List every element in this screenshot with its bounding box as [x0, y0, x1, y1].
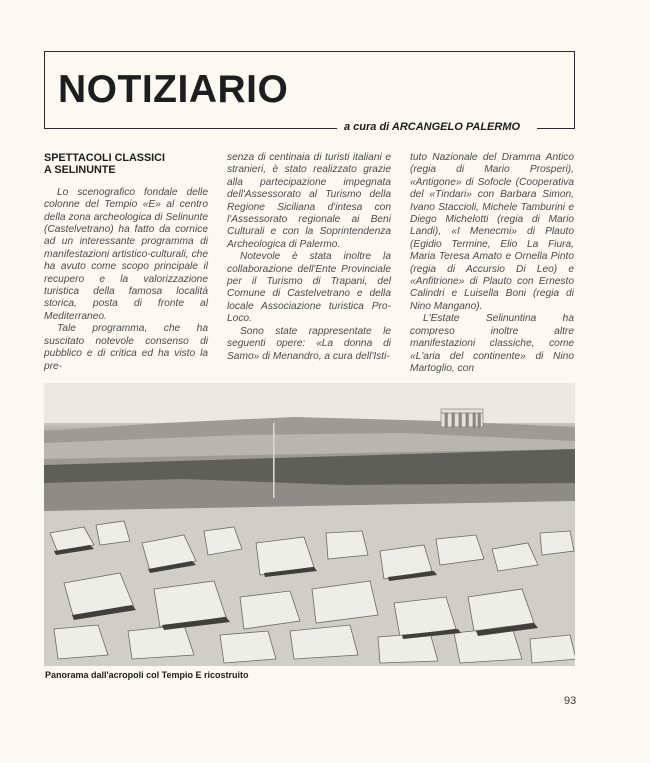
ruins-landscape-image	[44, 383, 575, 666]
paragraph: senza di centinaia di turisti italiani e stranieri, è stato realizzato grazie alla partecipazione impegnata dell'Assessorato al Turismo della Regione Siciliana d'intesa con l'Assessorato regionale ai Beni Culturali e con la Soprintendenza Archeologica di Palermo.	[227, 152, 391, 250]
curator-line	[344, 121, 520, 133]
header-rule-right	[537, 128, 575, 129]
curator-prefix: a cura di	[344, 121, 390, 133]
paragraph: L'Estate Selinuntina ha compreso inoltre altre manifestazioni classiche, come «L'aria del continente» di Nino Martoglio, con	[410, 313, 574, 374]
text-column-3	[410, 152, 574, 375]
paragraph: tuto Nazionale del Dramma Antico (regia di Mario Prosperi), «Antigone» di Sofocle (Cooperativa del «Tindari» con Barbara Simon, Ivano Staccioli, Michele Tamburini e Diego Michelotti (regia di Mario Landi), «I Menecmi» di Plauto (Egidio Termine, Elio La Fiura, Maria Teresa Amato e Ornella Pinto (regia di Accursio Di Leo) e «Anfitrione» di Plauto con Ernesto Calindri e Luisella Boni (regia di Nino Mangano).	[410, 152, 574, 312]
text-column-1	[44, 152, 208, 373]
page-title: NOTIZIARIO	[58, 68, 289, 111]
paragraph: Notevole è stata inoltre la collaborazione dell'Ente Provinciale per il Turismo di Trapani, del Comune di Castelvetrano e della locale Associazione turistica Pro-Loco.	[227, 251, 391, 325]
header-rule-left	[44, 128, 337, 129]
panorama-photo	[44, 383, 575, 666]
page-number: 93	[564, 695, 577, 707]
curator-name: ARCANGELO PALERMO	[391, 121, 521, 133]
paragraph: Lo scenografico fondale delle colonne del Tempio «E» al centro della zona archeologica di Selinunte (Castelvetrano) ha fatto da cornice ad un interessante programma di manifestazioni artistico-culturali, che ha avuto come scopo principale il recupero e la valorizzazione turistica della famosa località storica, posta di fronte al Mediterraneo.	[44, 186, 208, 322]
section-title-line-2: A SELINUNTE	[44, 164, 116, 177]
text-column-2	[227, 152, 391, 363]
paragraph: Sono state rappresentate le seguenti opere: «La donna di Samo» di Menandro, a cura dell'Isti-	[227, 325, 391, 362]
section-title	[44, 152, 208, 177]
photo-caption: Panorama dall'acropoli col Tempio E ricostruito	[45, 670, 249, 680]
header-box	[44, 51, 575, 128]
section-title-line-1: SPETTACOLI CLASSICI	[44, 152, 165, 164]
paragraph: Tale programma, che ha suscitato notevole consenso di pubblico e di critica ed ha visto la pre-	[44, 323, 208, 372]
